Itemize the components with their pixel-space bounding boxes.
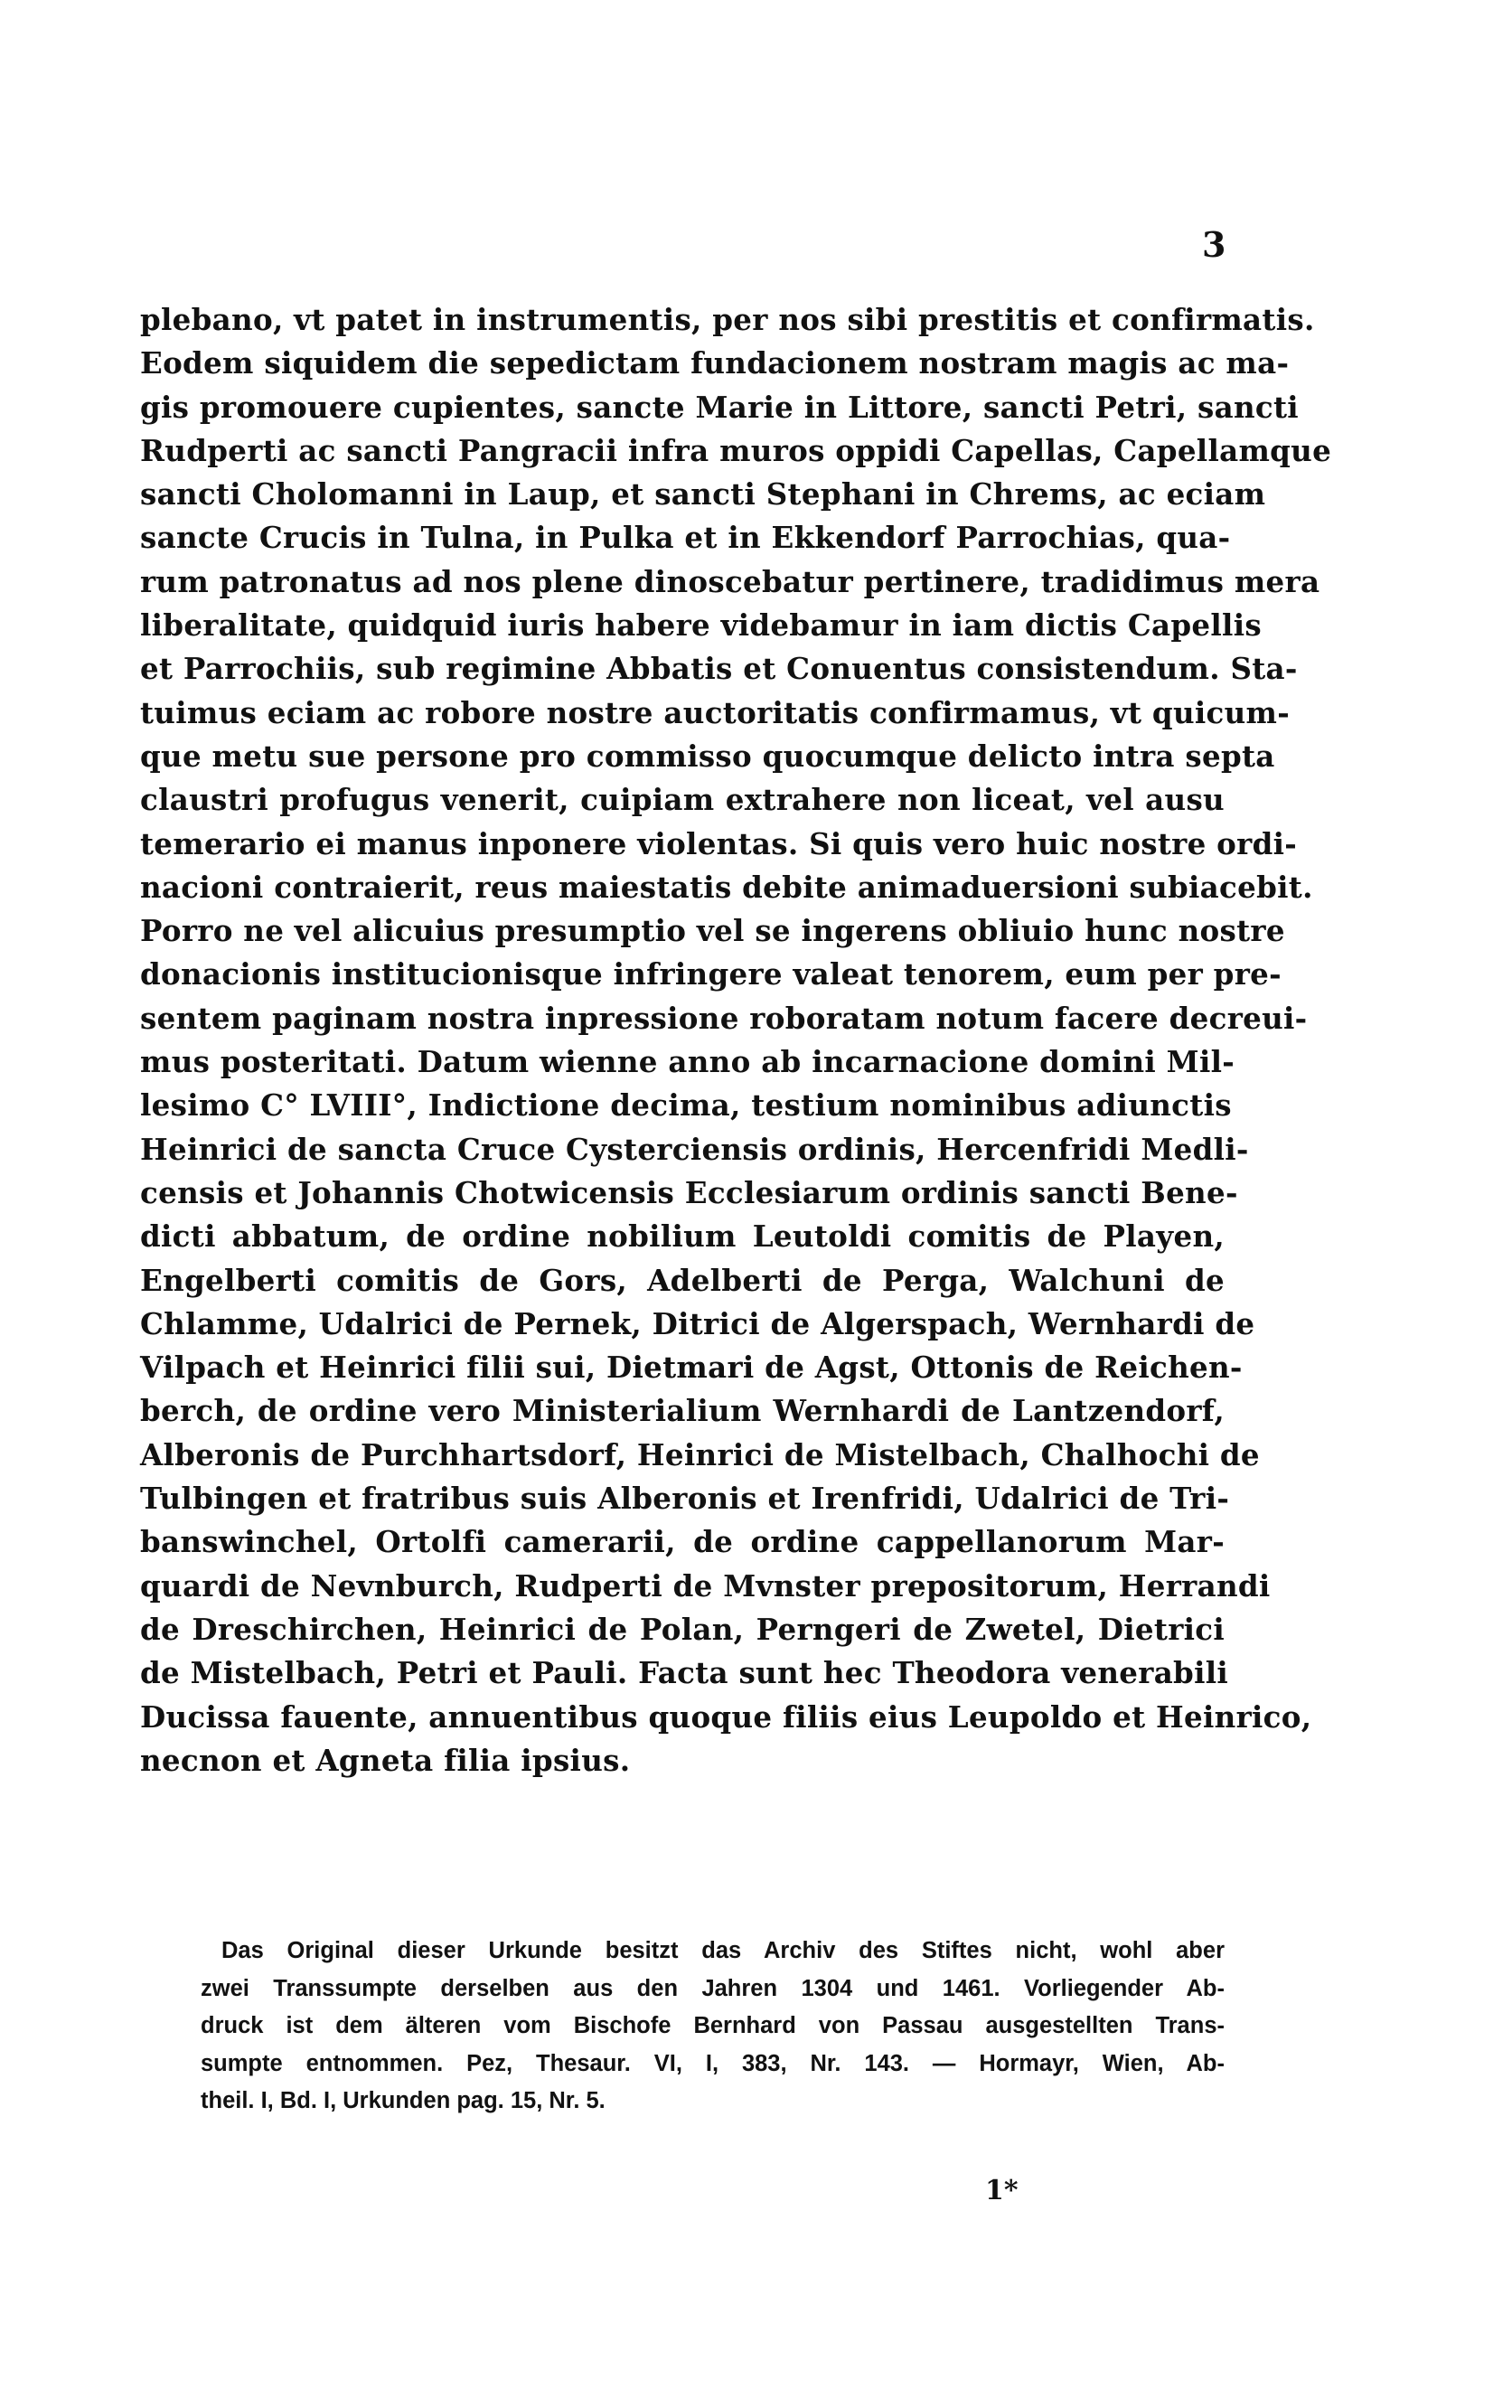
main-text bbox=[140, 298, 1332, 1782]
text-line: que metu sue persone pro commisso quocumque delicto intra septa bbox=[140, 738, 1275, 774]
footnote-line: theil. I, Bd. I, Urkunden pag. 15, Nr. 5. bbox=[201, 2088, 606, 2114]
text-line: liberalitate, quidquid iuris habere videbamur in iam dictis Capellis bbox=[140, 607, 1262, 644]
text-line: claustri profugus venerit, cuipiam extrahere non liceat, vel ausu bbox=[140, 782, 1225, 818]
footnote-line: Das Original dieser Urkunde besitzt das Archiv des Stiftes nicht, wohl aber bbox=[221, 1938, 1225, 1963]
text-line: Chlamme, Udalrici de Pernek, Ditrici de Algerspach, Wernhardi de bbox=[140, 1305, 1255, 1341]
text-line: Tulbingen et fratribus suis Alberonis et Irenfridi, Udalrici de Tri- bbox=[140, 1481, 1230, 1517]
text-line: berch, de ordine vero Ministerialium Wernhardi de Lantzendorf, bbox=[140, 1393, 1225, 1429]
text-line: Eodem siquidem die sepedictam fundacionem nostram magis ac ma- bbox=[140, 345, 1290, 381]
text-line: nacioni contraierit, reus maiestatis debite animaduersioni subiacebit. bbox=[140, 869, 1313, 905]
text-line: mus posteritati. Datum wienne anno ab incarnacione domini Mil- bbox=[140, 1044, 1235, 1080]
text-line: tuimus eciam ac robore nostre auctoritatis confirmamus, vt quicum- bbox=[140, 694, 1291, 730]
text-line: Alberonis de Purchhartsdorf, Heinrici de Mistelbach, Chalhochi de bbox=[140, 1436, 1260, 1472]
footnote-line: zwei Transsumpte derselben aus den Jahren 1304 und 1461. Vorliegender Ab- bbox=[201, 1975, 1225, 2001]
text-line: necnon et Agneta filia ipsius. bbox=[140, 1742, 631, 1778]
footnote-line: druck ist dem älteren vom Bischofe Bernhard von Passau ausgestellten Trans- bbox=[201, 2013, 1225, 2039]
footnote bbox=[201, 1933, 1225, 2121]
text-line: de Dreschirchen, Heinrici de Polan, Perngeri de Zwetel, Dietrici bbox=[140, 1611, 1225, 1647]
signature-mark: 1* bbox=[985, 2175, 1019, 2206]
text-line: Vilpach et Heinrici filii sui, Dietmari de Agst, Ottonis de Reichen- bbox=[140, 1350, 1243, 1386]
text-line: temerario ei manus inponere violentas. Si quis vero huic nostre ordi- bbox=[140, 825, 1298, 861]
text-line: censis et Johannis Chotwicensis Ecclesiarum ordinis sancti Bene- bbox=[140, 1174, 1238, 1210]
text-line: lesimo C° LVIII°, Indictione decima, testium nominibus adiunctis bbox=[140, 1087, 1232, 1124]
text-line: de Mistelbach, Petri et Pauli. Facta sunt hec Theodora venerabili bbox=[140, 1655, 1229, 1691]
text-line: et Parrochiis, sub regimine Abbatis et Conuentus consistendum. Sta- bbox=[140, 651, 1298, 687]
text-line: banswinchel, Ortolfi camerarii, de ordine cappellanorum Mar- bbox=[140, 1524, 1225, 1560]
text-line: sentem paginam nostra inpressione roboratam notum facere decreui- bbox=[140, 1000, 1308, 1036]
text-line: sancte Crucis in Tulna, in Pulka et in Ekkendorf Parrochias, qua- bbox=[140, 520, 1231, 556]
footnote-line: sumpte entnommen. Pez, Thesaur. VI, I, 383, Nr. 143. — Hormayr, Wien, Ab- bbox=[201, 2050, 1225, 2076]
text-line: rum patronatus ad nos plene dinoscebatur pertinere, tradidimus mera bbox=[140, 563, 1320, 599]
text-line: Rudperti ac sancti Pangracii infra muros oppidi Capellas, Capellamque bbox=[140, 432, 1332, 468]
text-line: donacionis institucionisque infringere valeat tenorem, eum per pre- bbox=[140, 956, 1282, 992]
text-line: plebano, vt patet in instrumentis, per nos sibi prestitis et confirmatis. bbox=[140, 302, 1315, 337]
text-line: Ducissa fauente, annuentibus quoque filiis eius Leupoldo et Heinrico, bbox=[140, 1698, 1312, 1735]
page-number: 3 bbox=[1202, 224, 1226, 265]
text-line: dicti abbatum, de ordine nobilium Leutoldi comitis de Playen, bbox=[140, 1218, 1225, 1255]
text-line: gis promouere cupientes, sancte Marie in Littore, sancti Petri, sancti bbox=[140, 389, 1299, 425]
text-line: sancti Cholomanni in Laup, et sancti Stephani in Chrems, ac eciam bbox=[140, 476, 1266, 513]
text-line: quardi de Nevnburch, Rudperti de Mvnster prepositorum, Herrandi bbox=[140, 1567, 1271, 1604]
text-line: Heinrici de sancta Cruce Cysterciensis ordinis, Hercenfridi Medli- bbox=[140, 1131, 1249, 1167]
text-line: Engelberti comitis de Gors, Adelberti de Perga, Walchuni de bbox=[140, 1262, 1225, 1298]
text-line: Porro ne vel alicuius presumptio vel se ingerens obliuio hunc nostre bbox=[140, 913, 1285, 949]
